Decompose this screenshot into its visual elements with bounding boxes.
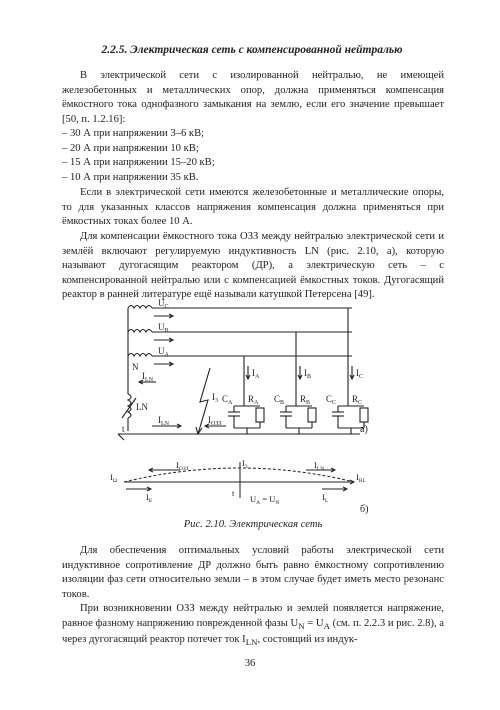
- label-iln: $I_{LN}$: [158, 415, 169, 427]
- b-label-il: $I_L$: [322, 492, 329, 504]
- b-label-ie: $I_E$: [146, 492, 153, 504]
- label-rc: $R_C$: [352, 394, 363, 406]
- list-item-4: – 10 А при напряжении 35 кВ.: [62, 172, 199, 183]
- label-i3: $I_3$: [212, 392, 218, 404]
- paragraph-3: Для компенсации ёмкостного тока ОЗЗ между нейтралью электрической сети и землёй включают регулируемую индуктивность LN (рис. 2.10, а), которую называют дугогасящим реактором (ДР), а электрическую сеть – с компенсированной нейтралью или с компенсацией ёмкостных токов. Дугогасящий реактор в ранней литературе ещё называли катушкой Петерсена [49].: [62, 231, 444, 301]
- figure-tag-b: б): [360, 504, 369, 515]
- circuit-diagram-a: [110, 296, 380, 448]
- paragraph-4: Для обеспечения оптимальных условий работы электрической сети индуктивное сопротивление ДР должно быть равно ёмкостному сопротивлению изоляции фаз сети относительно земли – в этом случае будет иметь место резонанс токов.: [62, 545, 444, 600]
- label-iozz: $I_{ОЗЗ}$: [208, 415, 222, 427]
- label-ub: $U_B$: [158, 322, 169, 334]
- list-item-3: – 15 А при напряжении 15–20 кВ;: [62, 157, 215, 168]
- b-label-equation: $U_A = U_N$: [250, 494, 280, 506]
- b-label-irl: $I_{RL}$: [356, 472, 366, 484]
- paragraph-1: В электрической сети с изолированной нейтралью, не имеющей железобетонных и металлических опор, должна применяться компенсация ёмкостного тока однофазного замыкания на землю, если его значение превышает [50, п. 1.2.16]:: [62, 70, 444, 125]
- label-ca: $C_A$: [222, 394, 233, 406]
- label-ib: $I_B$: [304, 368, 312, 380]
- label-ra: $R_A$: [248, 394, 259, 406]
- label-n: N: [132, 362, 139, 372]
- phasor-diagram-b: [110, 456, 380, 516]
- paragraph-5: При возникновении ОЗЗ между нейтралью и землей появляется напряжение, равное фазному напряжению поврежденной фазы $U_N = U_A$ (см. п. 2.2.3 и рис. 2.8), а через дугогасящий реактор потечет ток $I_{LN}$, состоящий из индук-: [62, 603, 445, 648]
- figure-tag-a: а): [360, 424, 368, 435]
- label-rb: $R_B$: [300, 394, 311, 406]
- page-number: 36: [244, 658, 256, 669]
- section-heading: 2.2.5. Электрическая сеть с компенсированной нейтралью: [101, 44, 403, 56]
- label-ln: LN: [136, 402, 148, 412]
- label-uc: $U_C$: [158, 298, 169, 310]
- b-label-iozz: $I_{ОЗЗ}$: [176, 460, 189, 472]
- b-label-t: t: [232, 488, 235, 498]
- b-label-iln: $I_{LN}$: [314, 460, 325, 472]
- list-item-2: – 20 А при напряжении 10 кВ;: [62, 143, 199, 154]
- label-cc: $C_C$: [326, 394, 337, 406]
- label-t: t: [122, 424, 125, 434]
- label-ic: $I_C$: [356, 368, 364, 380]
- b-label-i3: $I_3$: [242, 458, 248, 470]
- list-item-1: – 30 А при напряжении 3–6 кВ;: [62, 128, 205, 139]
- b-label-iu: $I_\Omega$: [110, 472, 117, 484]
- paragraph-2: Если в электрической сети имеются железобетонные и металлические опоры, то для указанных классов напряжения компенсация должна применяться при ёмкостных токах более 10 А.: [62, 187, 444, 228]
- label-iln-top: $I_{LN}$: [142, 371, 153, 383]
- figure-caption: Рис. 2.10. Электрическая сеть: [183, 519, 323, 530]
- label-ia: $I_A$: [252, 368, 260, 380]
- label-ua: $U_A$: [158, 346, 169, 358]
- label-cb: $C_B$: [274, 394, 285, 406]
